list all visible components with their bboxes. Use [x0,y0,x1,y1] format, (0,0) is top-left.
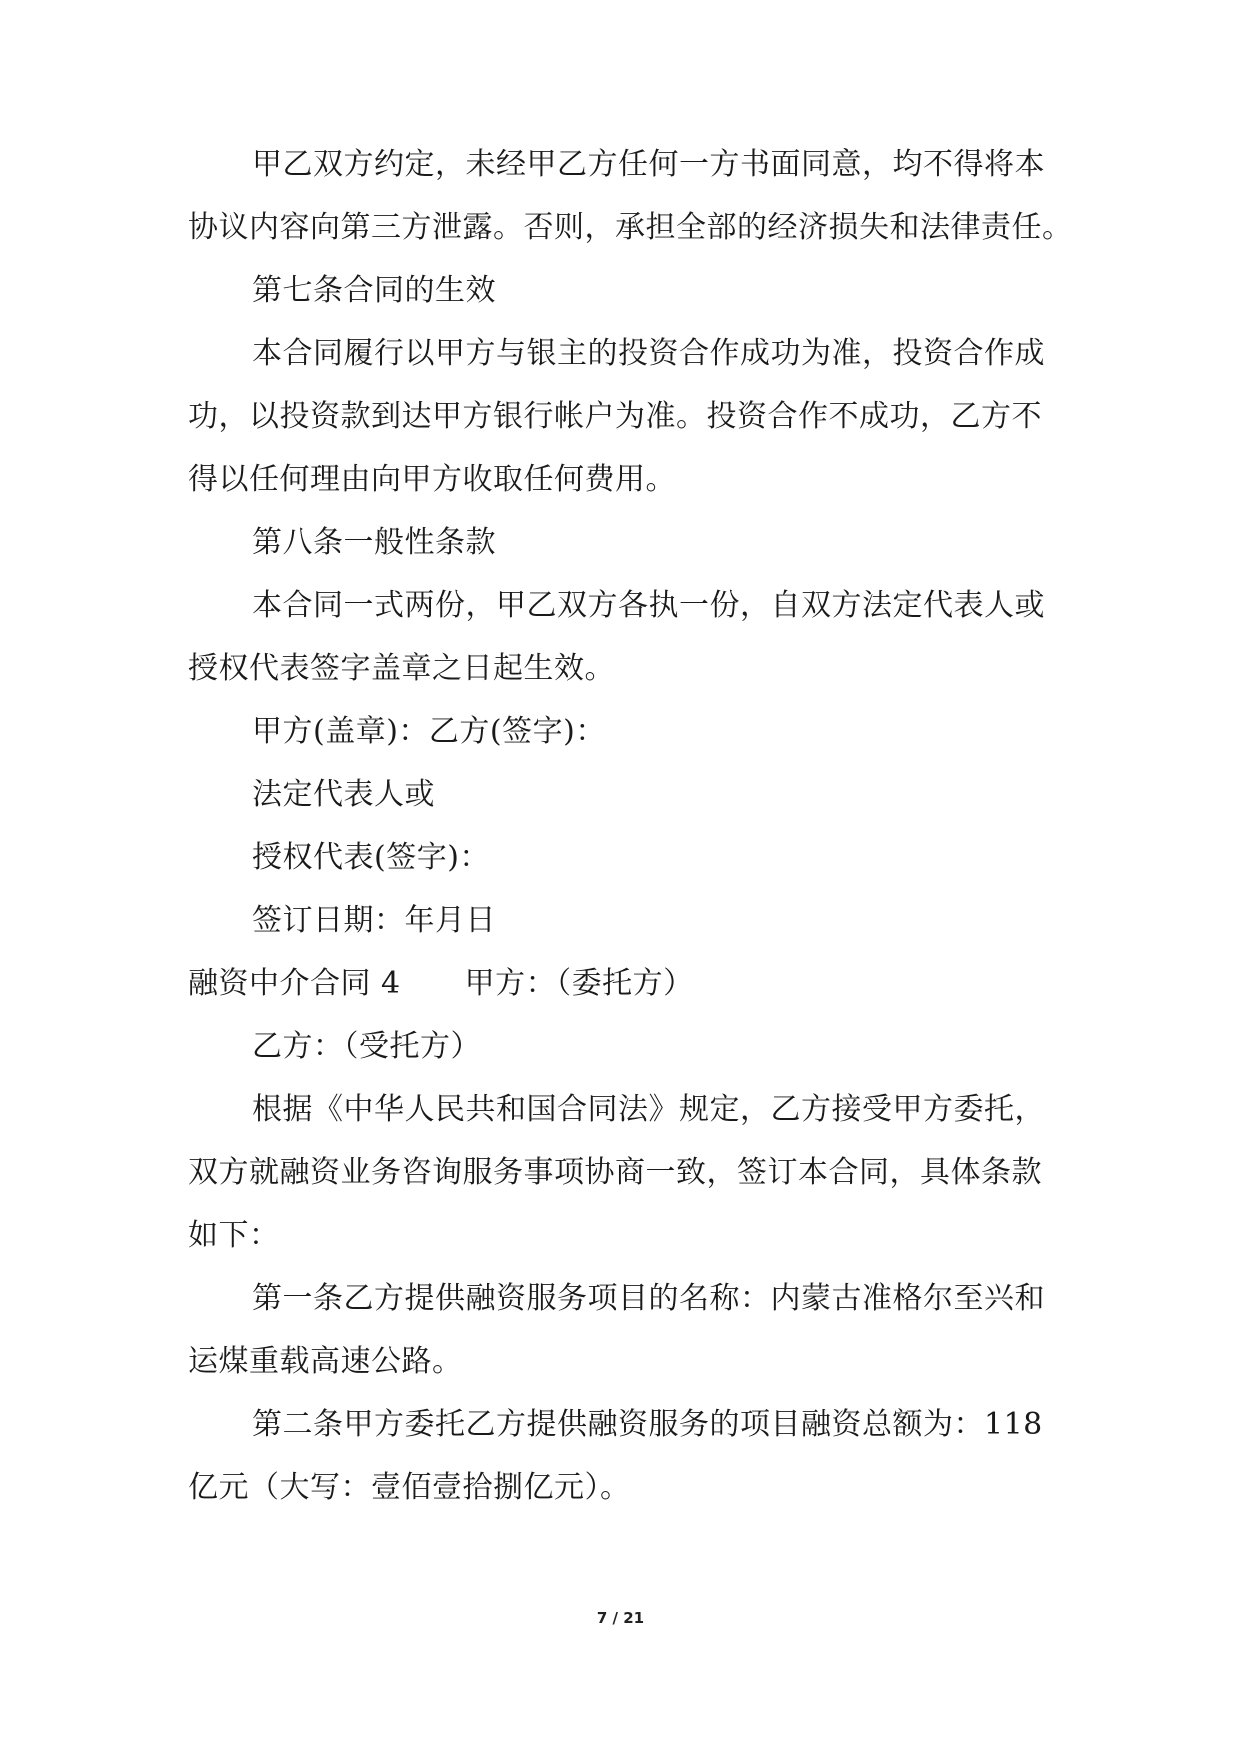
paragraph-line: 本合同一式两份，甲乙双方各执一份，自双方法定代表人或 [252,588,1045,623]
contract-title: 融资中介合同 4 [188,966,401,1001]
paragraph-line: 第一条乙方提供融资服务项目的名称：内蒙古准格尔至兴和 [252,1281,1045,1316]
signature-line: 授权代表(签字)： [252,840,490,875]
section-heading: 第八条一般性条款 [252,525,496,560]
paragraph-line: 亿元（大写：壹佰壹拾捌亿元）。 [188,1470,631,1505]
paragraph-line: 根据《中华人民共和国合同法》规定，乙方接受甲方委托， [252,1092,1045,1127]
page-number: 7 / 21 [596,1609,645,1627]
contract-title-line [188,965,694,1003]
paragraph-line: 甲乙双方约定，未经甲乙方任何一方书面同意，均不得将本 [252,147,1045,182]
paragraph-line: 授权代表签字盖章之日起生效。 [188,651,615,686]
party-b-label: 乙方：（受托方） [252,1029,481,1064]
date-line: 签订日期：年月日 [252,903,496,938]
paragraph-line: 得以任何理由向甲方收取任何费用。 [188,462,676,497]
paragraph-line: 功，以投资款到达甲方银行帐户为准。投资合作不成功，乙方不 [188,399,1042,434]
signature-line: 甲方(盖章)：乙方(签字)： [252,714,606,749]
paragraph-line: 本合同履行以甲方与银主的投资合作成功为准，投资合作成 [252,336,1045,371]
party-a-label: 甲方：（委托方） [464,966,694,1001]
paragraph-line: 第二条甲方委托乙方提供融资服务的项目融资总额为：118 [252,1407,1043,1442]
paragraph-line: 协议内容向第三方泄露。否则，承担全部的经济损失和法律责任。 [188,210,1073,245]
section-heading: 第七条合同的生效 [252,273,496,308]
paragraph-line: 运煤重载高速公路。 [188,1344,463,1379]
paragraph-line: 双方就融资业务咨询服务事项协商一致，签订本合同，具体条款 [188,1155,1042,1190]
signature-line: 法定代表人或 [252,777,435,812]
paragraph-line: 如下： [188,1218,280,1253]
